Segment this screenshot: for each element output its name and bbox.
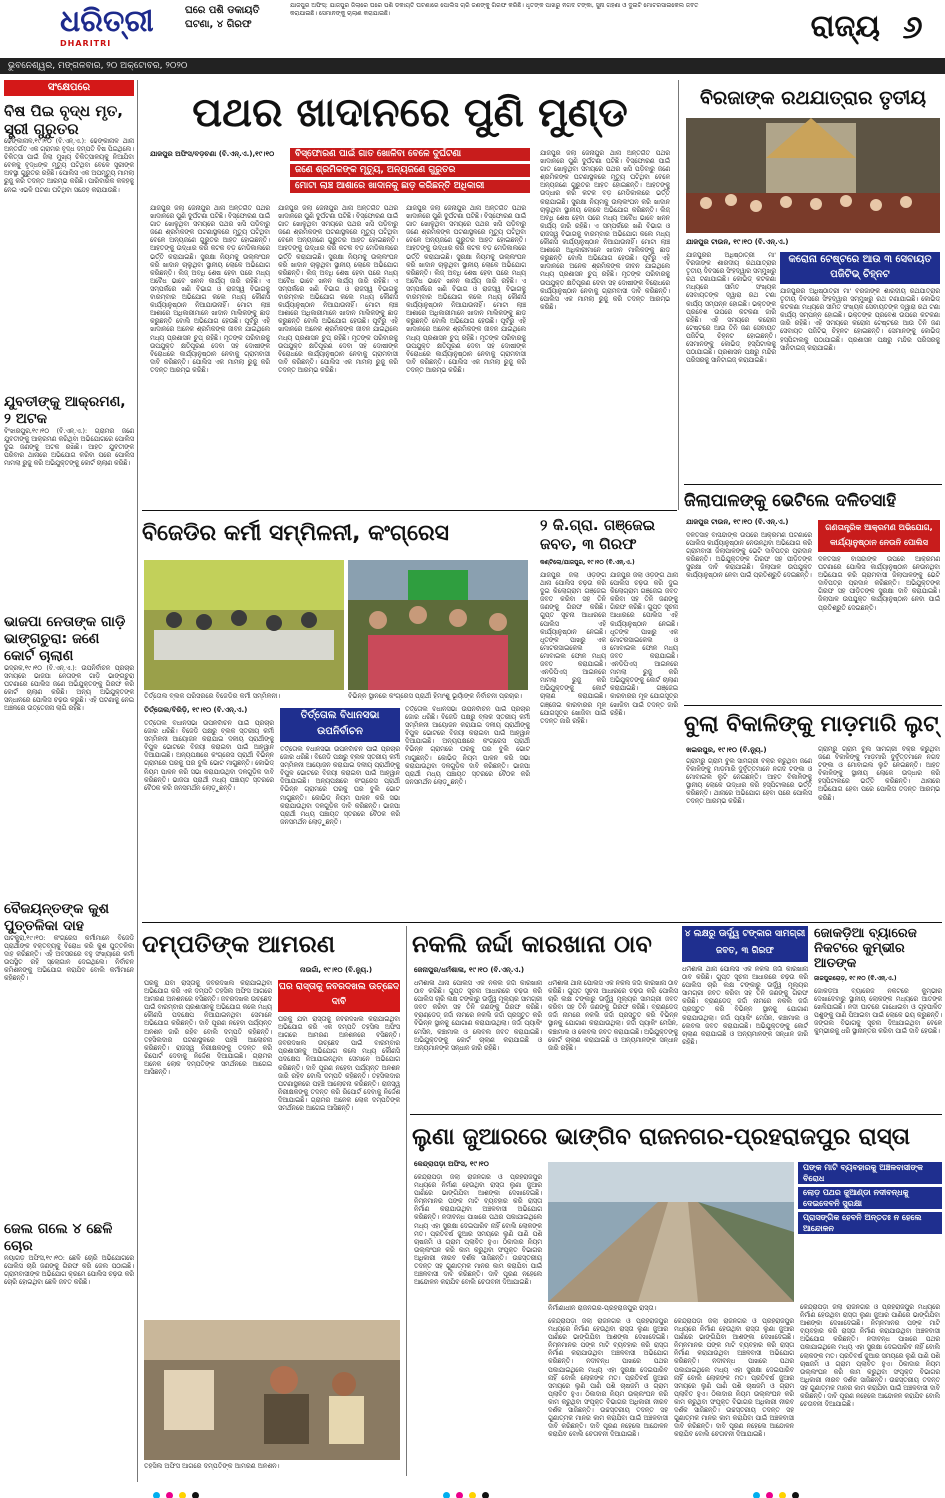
bjd-headline[interactable]: ବିଜେଡିର କର୍ମୀ ସମ୍ମିଳନୀ, କଂଗ୍ରେସ	[142, 521, 449, 546]
rasta-caption: ନିର୍ମାଣାଧୀନ ରାଜନଗର-ପ୍ରହରାଜପୁର ରାସ୍ତା।	[548, 1304, 657, 1312]
lead-byline: ଯାଜପୁର ଅଫିସ/ବଡ଼ଚଣା (ବି.ଏନ୍‌.ଏ.),୧୯।୧୦	[150, 150, 275, 158]
rasta-body-col1: କେନ୍ଦ୍ରାପଡ଼ା ଜିଲା ରାଜନଗର ଓ ପ୍ରହରାଜପୁର ମଧ୍ୟରେ ନିର୍ମାଣ ହେଉଥିବା ରାସ୍ତା ଲୁଣା ଜୁଆର ପାଣିରେ ଭାଙ୍ଗିଯିବା ଆଶଙ୍କା ଦେଖାଦେଇଛି। ନିମ୍ନମାନର ପଙ୍କ ମାଟି ବ୍ୟବହାର କରି ରାସ୍ତା ନିର୍ମାଣ କରାଯାଉଥିବା ଅଞ୍ଚଳବାସୀ ଅଭିଯୋଗ କରିଛନ୍ତି। ନଦୀବନ୍ଧ ପାଖରେ ପଥର ପକାଯାଇଥିଲେ ମଧ୍ୟ ଏହା ସୁରକ୍ଷା ଦେଇପାରିବ ନାହିଁ ବୋଲି ଲୋକଙ୍କ ମତ। ପ୍ରତିବର୍ଷ ଜୁଆର ସମୟରେ ଲୁଣି ପାଣି ପଶି ଚାଷଜମି ଓ ଗ୍ରାମ ପ୍ଲାବିତ ହୁଏ। ଠିକାଦାର ନିୟମ ଉଲ୍ଲଂଘନ କରି କାମ କରୁଥିବା ସଂପୃକ୍ତ ବିଭାଗର ଅଧିକାରୀ ନୀରବ ଦର୍ଶକ ସାଜିଛନ୍ତି। ଉଚ୍ଚସ୍ତରୀୟ ତଦନ୍ତ ସହ ଗୁଣାତ୍ମକ ମାନର କାମ କରାଯିବା ପାଇଁ ଅଞ୍ଚଳବାସୀ ଦାବି କରିଛନ୍ତି। ଦାବି ପୂରଣ ନହେଲେ ଆନ୍ଦୋଳନ କରାଯିବ ବୋଲି ଚେତାବନୀ ଦିଆଯାଇଛି।	[414, 1174, 542, 1287]
rasta-bullet-box	[798, 1162, 942, 1302]
anshan-headline[interactable]: ଦମ୍ପତିଙ୍କ ଆମରଣ	[142, 930, 336, 958]
ganja-body-col1: ଯାଜପୁର ଜିଲା ଓଡ଼ଙ୍ଗ ଥାନା ପୋଲିସ ଚଢ଼ଉ କରି ଦୁଇ କିଲୋଗ୍ରାମ ଗଞ୍ଜେଇ ଜବତ କରିବା ସହ ତିନି ଜଣଙ୍କୁ ଗିରଫ କରିଛି। ଗୁପ୍ତ ସୂଚନା ଆଧାରରେ ପୋଲିସ ଏହି କାର୍ଯ୍ୟାନୁଷ୍ଠାନ ନେଇଛି। ଧୃତଙ୍କ ପାଖରୁ ଏକ ମୋଟରସାଇକେଲ ଓ ମୋବାଇଲ ଫୋନ ମଧ୍ୟ ଜବତ କରାଯାଇଛି। ଏନଡିପିଏସ୍ ଆଇନରେ ମାମଲା ରୁଜୁ କରି ଅଭିଯୁକ୍ତଙ୍କୁ କୋର୍ଟ ଚାଲାଣ କରାଯାଇଛି। ଗଞ୍ଜେଇ କାରବାରର ମୂଳ ଯୋଗସୂତ୍ର ଖୋଜିବା ପାଇଁ ତଦନ୍ତ ଜାରି ରହିଛି।	[540, 572, 606, 725]
rasta-bullet: ପ୍ରାସଙ୍ଗିକ ହେବନି ଅନ୍ତତଃ ନ ହେଲେ ଆନ୍ଦୋଳନ	[798, 1212, 942, 1234]
magenta-dot	[766, 1492, 773, 1498]
bula-body-col2: ଗ୍ରାମରୁ ଗ୍ରାମ ବୁଲି ସାମଗ୍ରୀ ବିକ୍ରି କରୁଥିବା ଜଣେ ବିକାଳିଙ୍କୁ ମାଡ଼ମାରି ଦୁର୍ବୃତ୍ତମାନେ ନଗଦ ଟଙ୍କା ଓ ମୋବାଇଲ ଲୁଟି ନେଇଛନ୍ତି। ଆହତ ବିକାଳିଙ୍କୁ ସ୍ଥାନୀୟ ଲୋକେ ଉଦ୍ଧାର କରି ହସ୍ପିଟାଲରେ ଭର୍ତ୍ତି କରିଛନ୍ତି। ଥାନାରେ ଅଭିଯୋଗ ହେବା ପରେ ପୋଲିସ ତଦନ୍ତ ଆରମ୍ଭ କରିଛି।	[818, 746, 940, 802]
jarda-body-col1: ଧର୍ମଶାଳା ଥାନା ପୋଲିସ ଏକ ନକଲି ଜର୍ଦ୍ଦା କାରଖାନା ଠାବ କରିଛି। ଗୁପ୍ତ ସୂଚନା ଆଧାରରେ ଚଢ଼ଉ କରି ପୋଲିସ ଚାରି ଲକ୍ଷ ଟଙ୍କାରୁ ଊର୍ଦ୍ଧ୍ୱ ମୂଲ୍ୟର ସାମଗ୍ରୀ ଜବତ କରିବା ସହ ତିନି ଜଣଙ୍କୁ ଗିରଫ କରିଛି। ବ୍ରାଣ୍ଡେଡ୍ ଜର୍ଦ୍ଦା ନାମରେ ନକଲି ଜର୍ଦ୍ଦା ପ୍ରସ୍ତୁତ କରି ବିଭିନ୍ନ ସ୍ଥାନକୁ ଯୋଗାଣ କରାଯାଉଥିଲା। ଜର୍ଦ୍ଦା ପ୍ୟାକିଂ ମେସିନ, କଞ୍ଚାମାଲ ଓ ଲେବଲ ଜବତ କରାଯାଇଛି। ଅଭିଯୁକ୍ତଙ୍କୁ କୋର୍ଟ ଚାଲାଣ କରାଯାଇଛି ଓ ଅନ୍ୟମାନଙ୍କ ସନ୍ଧାନ ଜାରି ରହିଛି।	[414, 980, 542, 1052]
anshan-photo-image	[144, 1320, 400, 1460]
lead-bullet-box	[290, 148, 530, 196]
lead-body-col1: ଯାଜପୁର ଜିଲା ଜେନାପୁର ଥାନା ଅନ୍ତର୍ଗତ ପଥର ଖାଦାନରେ ପୁଣି ଦୁର୍ଘଟଣା ଘଟିଛି। ବିସ୍ଫୋରଣ ପାଇଁ ଗାତ ଖୋଳୁଥିବା ସମୟରେ ପଥର ଖସି ପଡ଼ିବାରୁ ଜଣେ ଶ୍ରମିକଙ୍କ ଘଟଣାସ୍ଥଳରେ ମୃତ୍ୟୁ ଘଟିଥିବା ବେଳେ ଅନ୍ୟଜଣେ ଗୁରୁତର ଆହତ ହୋଇଛନ୍ତି। ଆହତଙ୍କୁ ଉଦ୍ଧାର କରି କଟକ ବଡ଼ ମେଡିକାଲରେ ଭର୍ତ୍ତି କରାଯାଇଛି। ସୁରକ୍ଷା ନିୟମକୁ ଉଲ୍ଲଂଘନ କରି ଖାଦାନ ଚାଲୁଥିବା ସ୍ଥାନୀୟ ଲୋକେ ଅଭିଯୋଗ କରିଛନ୍ତି। ଲିଜ୍ ଅବଧି ଶେଷ ହେବା ପରେ ମଧ୍ୟ ଅବୈଧ ଭାବେ ଖନନ କାର୍ଯ୍ୟ ଜାରି ରହିଛି। ଏ ସମ୍ପର୍କରେ ଖଣି ବିଭାଗ ଓ ରାଜସ୍ୱ ବିଭାଗକୁ ବାରମ୍ବାର ଅଭିଯୋଗ କଲେ ମଧ୍ୟ କୌଣସି କାର୍ଯ୍ୟାନୁଷ୍ଠାନ ନିଆଯାଉନାହିଁ। ମୋଟା ଲାଞ୍ଚ ଆଶାରେ ଅଧିକାରୀମାନେ ଖାଦାନ ମାଲିକଙ୍କୁ ଛାଡ଼ କରୁଛନ୍ତି ବୋଲି ଅଭିଯୋଗ ହେଉଛି। ପୂର୍ବରୁ ଏହି ଖାଦାନରେ ଅନେକ ଶ୍ରମିକଙ୍କ ଜୀବନ ଯାଇଥିଲେ ମଧ୍ୟ ପ୍ରଶାସନ ଚୁପ୍ ରହିଛି। ମୃତଙ୍କ ପରିବାରକୁ ଉପଯୁକ୍ତ କ୍ଷତିପୂରଣ ଦେବା ସହ ଦୋଷୀଙ୍କ ବିରୋଧରେ କାର୍ଯ୍ୟାନୁଷ୍ଠାନ ନେବାକୁ ଗ୍ରାମବାସୀ ଦାବି କରିଛନ୍ତି। ପୋଲିସ ଏକ ମାମଲା ରୁଜୁ କରି ତଦନ୍ତ ଆରମ୍ଭ କରିଛି।	[150, 205, 270, 374]
anshan-photo	[144, 1320, 400, 1460]
registration-dots	[750, 1486, 802, 1498]
rasta-headline[interactable]: ଲୁଣା ଜୁଆରରେ ଭାଙ୍ଗିବ ରାଜନଗର-ପ୍ରହରାଜପୁର ରାସ୍ତା	[412, 1124, 911, 1150]
divider-line	[142, 922, 942, 923]
bjd-photo-left-image	[144, 560, 344, 690]
ganja-byline: କଣ୍ଟିଲୋ/ଯାଜପୁର, ୧୯।୧୦ (ବି.ଏନ୍‌.ଏ.)	[540, 559, 635, 566]
anshan-box-head[interactable]: ଘର ରାସ୍ତାକୁ ଜବରଦଖଲ ଉଚ୍ଛେଦ ଦାବି	[278, 980, 400, 1012]
cyan-dot	[153, 1492, 160, 1498]
bjd-body-col2: ତିର୍ତ୍ତୋଲ ବିଧାନସଭା ଉପନିର୍ବାଚନ ପାଇଁ ପ୍ରଚାର ଜୋର ଧରିଛି। ବିଜେଡି ପକ୍ଷରୁ ବ୍ଲକ ସ୍ତରୀୟ କର୍ମୀ ସମ୍ମିଳନୀ ଆୟୋଜନ କରାଯାଇ ଦଳୀୟ ପ୍ରାର୍ଥୀଙ୍କୁ ବିପୁଳ ଭୋଟରେ ବିଜୟୀ କରାଇବା ପାଇଁ ଆହ୍ୱାନ ଦିଆଯାଇଛି। ଅନ୍ୟପକ୍ଷରେ କଂଗ୍ରେସ ପ୍ରାର୍ଥୀ ବିଭିନ୍ନ ଗ୍ରାମରେ ଘରକୁ ଘର ବୁଲି ଭୋଟ ମାଗୁଛନ୍ତି। କୋଭିଡ୍ ନିୟମ ପାଳନ କରି ସଭା କରାଯାଉଥିବା ଦଳଗୁଡ଼ିକ ଦାବି କରିଛନ୍ତି। ଭାଜପା ପ୍ରାର୍ଥୀ ମଧ୍ୟ ପଞ୍ଚାୟତ ସ୍ତରରେ ବୈଠକ କରି ଜନସମର୍ଥନ ଲୋଡ଼ୁଛନ୍ତି।	[280, 746, 400, 826]
rasta-photo	[548, 1162, 794, 1302]
column-divider	[406, 926, 407, 1476]
section-title: ରାଜ୍ୟ	[810, 9, 880, 44]
brief-body: ଢେଙ୍କାନାଳ,୧୯।୧୦ (ବି.ଏନ୍‌.ଏ.): ଢେଙ୍କାନାଳ ଥାନା ଅନ୍ତର୍ଗତ ଏକ ଗ୍ରାମର ବୃଦ୍ଧ ଦମ୍ପତି ବିଷ ପିଇଥିଲେ। ଚିକିତ୍ସା ପାଇଁ ଜିଲା ମୁଖ୍ୟ ଚିକିତ୍ସାଳୟକୁ ନିଆଯିବା ବେଳକୁ ବୃଦ୍ଧଙ୍କ ମୃତ୍ୟୁ ଘଟିଥିବା ବେଳେ ସ୍ତ୍ରୀଙ୍କ ଅବସ୍ଥା ଗୁରୁତର ରହିଛି। ପୋଲିସ ଏକ ଅପମୃତ୍ୟୁ ମାମଲା ରୁଜୁ କରି ତଦନ୍ତ ଆରମ୍ଭ କରିଛି। ପାରିବାରିକ କଳହକୁ ନେଇ ଏଭଳି ଘଟଣା ଘଟିଥିବା ସନ୍ଦେହ କରାଯାଉଛି।	[4, 138, 134, 194]
kumbhira-byline: ଜାଜପୁରରୋଡ଼, ୧୯।୧୦ (ବି.ଏନ୍‌.ଏ.)	[814, 975, 897, 982]
brief-headline[interactable]: ଯୁବତୀଙ୍କୁ ଆକ୍ରମଣ, ୨ ଅଟକ	[4, 394, 126, 427]
brief-headline[interactable]: ଜେଲ ଗଲେ ୪ ଛେଳି ଚୋର	[4, 1221, 113, 1254]
jarda-headline[interactable]: ନକଲି ଜର୍ଦ୍ଦା କାରଖାନା ଠାବ	[412, 930, 652, 958]
black-dot	[792, 1492, 799, 1498]
jarda-body-col2: ଧର୍ମଶାଳା ଥାନା ପୋଲିସ ଏକ ନକଲି ଜର୍ଦ୍ଦା କାରଖାନା ଠାବ କରିଛି। ଗୁପ୍ତ ସୂଚନା ଆଧାରରେ ଚଢ଼ଉ କରି ପୋଲିସ ଚାରି ଲକ୍ଷ ଟଙ୍କାରୁ ଊର୍ଦ୍ଧ୍ୱ ମୂଲ୍ୟର ସାମଗ୍ରୀ ଜବତ କରିବା ସହ ତିନି ଜଣଙ୍କୁ ଗିରଫ କରିଛି। ବ୍ରାଣ୍ଡେଡ୍ ଜର୍ଦ୍ଦା ନାମରେ ନକଲି ଜର୍ଦ୍ଦା ପ୍ରସ୍ତୁତ କରି ବିଭିନ୍ନ ସ୍ଥାନକୁ ଯୋଗାଣ କରାଯାଉଥିଲା। ଜର୍ଦ୍ଦା ପ୍ୟାକିଂ ମେସିନ, କଞ୍ଚାମାଲ ଓ ଲେବଲ ଜବତ କରାଯାଇଛି। ଅଭିଯୁକ୍ତଙ୍କୁ କୋର୍ଟ ଚାଲାଣ କରାଯାଇଛି ଓ ଅନ୍ୟମାନଙ୍କ ସନ୍ଧାନ ଜାରି ରହିଛି।	[548, 980, 678, 1052]
rasta-photo-image	[548, 1162, 794, 1302]
magenta-dot	[166, 1492, 173, 1498]
rasta-body-col4: କେନ୍ଦ୍ରାପଡ଼ା ଜିଲା ରାଜନଗର ଓ ପ୍ରହରାଜପୁର ମଧ୍ୟରେ ନିର୍ମାଣ ହେଉଥିବା ରାସ୍ତା ଲୁଣା ଜୁଆର ପାଣିରେ ଭାଙ୍ଗିଯିବା ଆଶଙ୍କା ଦେଖାଦେଇଛି। ନିମ୍ନମାନର ପଙ୍କ ମାଟି ବ୍ୟବହାର କରି ରାସ୍ତା ନିର୍ମାଣ କରାଯାଉଥିବା ଅଞ୍ଚଳବାସୀ ଅଭିଯୋଗ କରିଛନ୍ତି। ନଦୀବନ୍ଧ ପାଖରେ ପଥର ପକାଯାଇଥିଲେ ମଧ୍ୟ ଏହା ସୁରକ୍ଷା ଦେଇପାରିବ ନାହିଁ ବୋଲି ଲୋକଙ୍କ ମତ। ପ୍ରତିବର୍ଷ ଜୁଆର ସମୟରେ ଲୁଣି ପାଣି ପଶି ଚାଷଜମି ଓ ଗ୍ରାମ ପ୍ଲାବିତ ହୁଏ। ଠିକାଦାର ନିୟମ ଉଲ୍ଲଂଘନ କରି କାମ କରୁଥିବା ସଂପୃକ୍ତ ବିଭାଗର ଅଧିକାରୀ ନୀରବ ଦର୍ଶକ ସାଜିଛନ୍ତି। ଉଚ୍ଚସ୍ତରୀୟ ତଦନ୍ତ ସହ ଗୁଣାତ୍ମକ ମାନର କାମ କରାଯିବା ପାଇଁ ଅଞ୍ଚଳବାସୀ ଦାବି କରିଛନ୍ତି। ଦାବି ପୂରଣ ନହେଲେ ଆନ୍ଦୋଳନ କରାଯିବ ବୋଲି ଚେତାବନୀ ଦିଆଯାଇଛି।	[800, 1304, 940, 1409]
registration-dots	[150, 1486, 202, 1498]
rasta-byline: କେନ୍ଦ୍ରାପଡ଼ା ଅଫିସ, ୧୯।୧୦	[414, 1160, 489, 1168]
kumbhira-body: ଜୋକଡ଼ିଆ ବ୍ୟାରେଜ ନିକଟରେ କୁମ୍ଭୀର ଦେଖାଦେବାରୁ ସ୍ଥାନୀୟ ଲୋକଙ୍କ ମଧ୍ୟରେ ଆତଙ୍କ ଖେଳିଯାଇଛି। ନଦୀ ଘାଟରେ ଗାଧୋଇବା ଓ ଗୃହପାଳିତ ପଶୁଙ୍କୁ ପାଣି ପିଆଇବା ପାଇଁ ଲୋକେ ଭୟ କରୁଛନ୍ତି। ଜଙ୍ଗଲ ବିଭାଗକୁ ସୂଚନା ଦିଆଯାଇଥିବା ବେଳେ କୁମ୍ଭୀରକୁ ଧରି ସ୍ଥାନାନ୍ତର କରିବା ପାଇଁ ଦାବି ହେଉଛି।	[814, 988, 942, 1036]
bjd-caption-right: ବିଭିନ୍ନ ସ୍ଥାନରେ କଂଗ୍ରେସ ପ୍ରାର୍ଥୀ ହିମାଂଶୁ ଭୂୟାଁଙ୍କ ନିର୍ବାଚନୀ ପ୍ରଚାର।	[348, 692, 522, 700]
rathayatra-photo	[686, 118, 940, 233]
jarda-byline: ଜେନାପୁର/ଧର୍ମଶାଳା, ୧୯।୧୦ (ବି.ଏନ୍‌.ଏ.)	[414, 966, 525, 974]
jilapal-body-col2: ଦଳିତସାହି ବାସିନ୍ଦାଙ୍କ ଉପରେ ଆକ୍ରମଣ ଘଟଣାରେ ପୋଲିସ କାର୍ଯ୍ୟାନୁଷ୍ଠାନ ନେଉନଥିବା ଅଭିଯୋଗ କରି ଗ୍ରାମବାସୀ ଜିଲାପାଳଙ୍କୁ ଭେଟି ଦାବିପତ୍ର ପ୍ରଦାନ କରିଛନ୍ତି। ଅଭିଯୁକ୍ତଙ୍କ ଗିରଫ ସହ ପୀଡ଼ିତଙ୍କ ସୁରକ୍ଷା ଦାବି କରାଯାଇଛି। ଜିଲାପାଳ ଉପଯୁକ୍ତ କାର୍ଯ୍ୟାନୁଷ୍ଠାନ ନେବା ପାଇଁ ପ୍ରତିଶ୍ରୁତି ଦେଇଛନ୍ତି।	[818, 556, 940, 612]
yellow-dot	[179, 1492, 186, 1498]
brief-column	[4, 80, 134, 1482]
flash-headline[interactable]: ଘରେ ପଶି ଡକାୟତି ଘଟଣା, ୪ ଗିରଫ	[185, 5, 260, 30]
black-dot	[482, 1492, 489, 1498]
bula-body-col1: ଗ୍ରାମରୁ ଗ୍ରାମ ବୁଲି ସାମଗ୍ରୀ ବିକ୍ରି କରୁଥିବା ଜଣେ ବିକାଳିଙ୍କୁ ମାଡ଼ମାରି ଦୁର୍ବୃତ୍ତମାନେ ନଗଦ ଟଙ୍କା ଓ ମୋବାଇଲ ଲୁଟି ନେଇଛନ୍ତି। ଆହତ ବିକାଳିଙ୍କୁ ସ୍ଥାନୀୟ ଲୋକେ ଉଦ୍ଧାର କରି ହସ୍ପିଟାଲରେ ଭର୍ତ୍ତି କରିଛନ୍ତି। ଥାନାରେ ଅଭିଯୋଗ ହେବା ପରେ ପୋଲିସ ତଦନ୍ତ ଆରମ୍ଭ କରିଛି।	[686, 758, 812, 806]
bula-headline[interactable]: ବୁଲା ବିକାଳିଙ୍କୁ ମାଡ଼ମାରି ଲୁଟ୍	[684, 712, 939, 737]
flash-text: ଯାଜପୁର ଅଫିସ୍‌: ଯାଜପୁର ଜିଲାରେ ଘରେ ପଶି ଡକାୟତି ଘଟଣାରେ ପୋଲିସ ଚାରି ଜଣଙ୍କୁ ଗିରଫ କରିଛି। ଧୃତଙ୍କ ପାଖରୁ ନଗଦ ଟଙ୍କା, ସୁନା ଗହଣା ଓ ଦୁଇଟି ମୋଟରସାଇକେଲ ଜବତ କରାଯାଇଛି। ସେମାନଙ୍କୁ ଚାଲାଣ କରାଯାଇଛି।	[290, 2, 699, 17]
black-dot	[192, 1492, 199, 1498]
rasta-body-col2: କେନ୍ଦ୍ରାପଡ଼ା ଜିଲା ରାଜନଗର ଓ ପ୍ରହରାଜପୁର ମଧ୍ୟରେ ନିର୍ମାଣ ହେଉଥିବା ରାସ୍ତା ଲୁଣା ଜୁଆର ପାଣିରେ ଭାଙ୍ଗିଯିବା ଆଶଙ୍କା ଦେଖାଦେଇଛି। ନିମ୍ନମାନର ପଙ୍କ ମାଟି ବ୍ୟବହାର କରି ରାସ୍ତା ନିର୍ମାଣ କରାଯାଉଥିବା ଅଞ୍ଚଳବାସୀ ଅଭିଯୋଗ କରିଛନ୍ତି। ନଦୀବନ୍ଧ ପାଖରେ ପଥର ପକାଯାଇଥିଲେ ମଧ୍ୟ ଏହା ସୁରକ୍ଷା ଦେଇପାରିବ ନାହିଁ ବୋଲି ଲୋକଙ୍କ ମତ। ପ୍ରତିବର୍ଷ ଜୁଆର ସମୟରେ ଲୁଣି ପାଣି ପଶି ଚାଷଜମି ଓ ଗ୍ରାମ ପ୍ଲାବିତ ହୁଏ। ଠିକାଦାର ନିୟମ ଉଲ୍ଲଂଘନ କରି କାମ କରୁଥିବା ସଂପୃକ୍ତ ବିଭାଗର ଅଧିକାରୀ ନୀରବ ଦର୍ଶକ ସାଜିଛନ୍ତି। ଉଚ୍ଚସ୍ତରୀୟ ତଦନ୍ତ ସହ ଗୁଣାତ୍ମକ ମାନର କାମ କରାଯିବା ପାଇଁ ଅଞ୍ଚଳବାସୀ ଦାବି କରିଛନ୍ତି। ଦାବି ପୂରଣ ନହେଲେ ଆନ୍ଦୋଳନ କରାଯିବ ବୋଲି ଚେତାବନୀ ଦିଆଯାଇଛି।	[548, 1318, 668, 1439]
rathayatra-body-col1: ଯାଜପୁରର ଅଧିଷ୍ଠାତ୍ରୀ ମା' ବିରଜାଙ୍କ ଶାରଦୀୟ ରଥଯାତ୍ରାର ତୃତୀୟ ଦିବସରେ ସିଂହଦ୍ୱାର ସମ୍ମୁଖରୁ ରଥ ଟଣାଯାଇଛି। କୋଭିଡ୍ କଟକଣା ମଧ୍ୟରେ ସୀମିତ ସଂଖ୍ୟକ ସେବାୟତଙ୍କ ଦ୍ୱାରା ରଥ ଟଣା କାର୍ଯ୍ୟ ସମ୍ପନ୍ନ ହୋଇଛି। ଭକ୍ତଙ୍କ ପ୍ରବେଶ ଉପରେ କଟକଣା ଜାରି ରହିଛି। ଏହି ସମୟରେ କରୋନା ଟେଷ୍ଟରେ ଆଉ ତିନି ଜଣ ସେବାୟତ ପଜିଟିଭ୍ ଚିହ୍ନଟ ହୋଇଛନ୍ତି। ସେମାନଙ୍କୁ କୋଭିଡ୍ ହସ୍ପିଟାଲକୁ ପଠାଯାଇଛି। ପ୍ରଶାସନ ପକ୍ଷରୁ ମନ୍ଦିର ପରିସରକୁ ସାନିଟାଇଜ୍ କରାଯାଇଛି।	[686, 252, 776, 365]
lead-bullet: ଜଣେ ଶ୍ରମିକଙ୍କ ମୃତ୍ୟୁ, ଅନ୍ୟଜଣେ ଗୁରୁତର	[290, 164, 530, 177]
lead-body-col2: ଯାଜପୁର ଜିଲା ଜେନାପୁର ଥାନା ଅନ୍ତର୍ଗତ ପଥର ଖାଦାନରେ ପୁଣି ଦୁର୍ଘଟଣା ଘଟିଛି। ବିସ୍ଫୋରଣ ପାଇଁ ଗାତ ଖୋଳୁଥିବା ସମୟରେ ପଥର ଖସି ପଡ଼ିବାରୁ ଜଣେ ଶ୍ରମିକଙ୍କ ଘଟଣାସ୍ଥଳରେ ମୃତ୍ୟୁ ଘଟିଥିବା ବେଳେ ଅନ୍ୟଜଣେ ଗୁରୁତର ଆହତ ହୋଇଛନ୍ତି। ଆହତଙ୍କୁ ଉଦ୍ଧାର କରି କଟକ ବଡ଼ ମେଡିକାଲରେ ଭର୍ତ୍ତି କରାଯାଇଛି। ସୁରକ୍ଷା ନିୟମକୁ ଉଲ୍ଲଂଘନ କରି ଖାଦାନ ଚାଲୁଥିବା ସ୍ଥାନୀୟ ଲୋକେ ଅଭିଯୋଗ କରିଛନ୍ତି। ଲିଜ୍ ଅବଧି ଶେଷ ହେବା ପରେ ମଧ୍ୟ ଅବୈଧ ଭାବେ ଖନନ କାର୍ଯ୍ୟ ଜାରି ରହିଛି। ଏ ସମ୍ପର୍କରେ ଖଣି ବିଭାଗ ଓ ରାଜସ୍ୱ ବିଭାଗକୁ ବାରମ୍ବାର ଅଭିଯୋଗ କଲେ ମଧ୍ୟ କୌଣସି କାର୍ଯ୍ୟାନୁଷ୍ଠାନ ନିଆଯାଉନାହିଁ। ମୋଟା ଲାଞ୍ଚ ଆଶାରେ ଅଧିକାରୀମାନେ ଖାଦାନ ମାଲିକଙ୍କୁ ଛାଡ଼ କରୁଛନ୍ତି ବୋଲି ଅଭିଯୋଗ ହେଉଛି। ପୂର୍ବରୁ ଏହି ଖାଦାନରେ ଅନେକ ଶ୍ରମିକଙ୍କ ଜୀବନ ଯାଇଥିଲେ ମଧ୍ୟ ପ୍ରଶାସନ ଚୁପ୍ ରହିଛି। ମୃତଙ୍କ ପରିବାରକୁ ଉପଯୁକ୍ତ କ୍ଷତିପୂରଣ ଦେବା ସହ ଦୋଷୀଙ୍କ ବିରୋଧରେ କାର୍ଯ୍ୟାନୁଷ୍ଠାନ ନେବାକୁ ଗ୍ରାମବାସୀ ଦାବି କରିଛନ୍ତି। ପୋଲିସ ଏକ ମାମଲା ରୁଜୁ କରି ତଦନ୍ତ ଆରମ୍ଭ କରିଛି।	[278, 205, 398, 374]
dateline: ଭୁବନେଶ୍ୱର, ମଙ୍ଗଳବାର, ୨୦ ଅକ୍ଟୋବର, ୨୦୨୦	[0, 58, 945, 74]
anshan-caption: ତହସିଲ ଅଫିସ ଆଗରେ ଦମ୍ପତିଙ୍କ ଆମରଣ ଅନଶନ।	[144, 1462, 280, 1470]
bula-byline: ଖଇରପୁର, ୧୯।୧୦ (ବି.ନ୍ୟୁ.)	[686, 746, 767, 754]
brief-tag: ସଂକ୍ଷେପରେ	[4, 80, 134, 96]
bjd-photo-left	[144, 560, 344, 690]
jilapal-headline[interactable]: ଜିଲାପାଳଙ୍କୁ ଭେଟିଲେ ଦଳିତସାହି	[684, 491, 897, 511]
jilapal-box-head[interactable]: ଗଣତାନ୍ତ୍ରିକ ଆକ୍ରମଣ ଅଭିଯୋଗ, କାର୍ଯ୍ୟାନୁଷ୍ଠାନ ନେଉନି ପୋଲିସ	[818, 520, 940, 552]
rathayatra-body-col2: ଯାଜପୁରର ଅଧିଷ୍ଠାତ୍ରୀ ମା' ବିରଜାଙ୍କ ଶାରଦୀୟ ରଥଯାତ୍ରାର ତୃତୀୟ ଦିବସରେ ସିଂହଦ୍ୱାର ସମ୍ମୁଖରୁ ରଥ ଟଣାଯାଇଛି। କୋଭିଡ୍ କଟକଣା ମଧ୍ୟରେ ସୀମିତ ସଂଖ୍ୟକ ସେବାୟତଙ୍କ ଦ୍ୱାରା ରଥ ଟଣା କାର୍ଯ୍ୟ ସମ୍ପନ୍ନ ହୋଇଛି। ଭକ୍ତଙ୍କ ପ୍ରବେଶ ଉପରେ କଟକଣା ଜାରି ରହିଛି। ଏହି ସମୟରେ କରୋନା ଟେଷ୍ଟରେ ଆଉ ତିନି ଜଣ ସେବାୟତ ପଜିଟିଭ୍ ଚିହ୍ନଟ ହୋଇଛନ୍ତି। ସେମାନଙ୍କୁ କୋଭିଡ୍ ହସ୍ପିଟାଲକୁ ପଠାଯାଇଛି। ପ୍ରଶାସନ ପକ୍ଷରୁ ମନ୍ଦିର ପରିସରକୁ ସାନିଟାଇଜ୍ କରାଯାଇଛି।	[780, 288, 940, 352]
bjd-box-head[interactable]: ତିର୍ତ୍ତୋଲ ବିଧାନସଭା ଉପନିର୍ବାଚନ	[280, 708, 400, 742]
column-divider	[137, 80, 138, 1482]
rathayatra-box-head[interactable]: କରୋନା ଟେଷ୍ଟରେ ଆଉ ୩ ସେବାୟତ ପଜିଟିଭ୍ ଚିହ୍ନଟ	[780, 252, 940, 284]
bjd-caption-left: ତିର୍ତ୍ତୋଲ ବ୍ଲକ ପରିସରରେ ବିଜେଡିର କର୍ମୀ ସମ୍ମିଳନୀ।	[144, 692, 281, 700]
magenta-dot	[456, 1492, 463, 1498]
bjd-byline: ତିର୍ତ୍ତୋଲ/ବିରିଡ଼ି, ୧୯।୧୦ (ବି.ଏନ୍‌.ଏ.)	[144, 706, 248, 714]
kumbhira-headline[interactable]: ଜୋକଡ଼ିଆ ବ୍ୟାରେଜ ନିକଟରେ କୁମ୍ଭୀର ଆତଙ୍କ	[814, 926, 917, 971]
rathayatra-byline: ଯାଜପୁର ଟାଉନ, ୧୯।୧୦ (ବି.ଏନ୍‌.ଏ.)	[686, 238, 789, 246]
brief-body: ଭଦ୍ରକ,୧୯।୧୦ (ବି.ଏନ୍‌.ଏ.): ଉପନିର୍ବାଚନ ପ୍ରଚାର ସମୟରେ ଭାଜପା ନେତାଙ୍କ ଗାଡ଼ି ଭାଙ୍ଗଚୁରା ଘଟଣାରେ ପୋଲିସ ଜଣେ ଅଭିଯୁକ୍ତଙ୍କୁ ଗିରଫ କରି କୋର୍ଟ ଚାଲାଣ କରିଛି। ଅନ୍ୟ ଅଭିଯୁକ୍ତଙ୍କ ସନ୍ଧାନରେ ପୋଲିସ ଚଢ଼ଉ କରୁଛି। ଏହି ଘଟଣାକୁ ନେଇ ଅଞ୍ଚଳରେ ଉତ୍ତେଜନା ଲାଗି ରହିଛି।	[4, 665, 134, 713]
ganja-headline[interactable]: ୨ କି.ଗ୍ରା. ଗଞ୍ଜେଇ ଜବତ, ୩ ଗିରଫ	[540, 516, 656, 553]
lead-body-col3: ଯାଜପୁର ଜିଲା ଜେନାପୁର ଥାନା ଅନ୍ତର୍ଗତ ପଥର ଖାଦାନରେ ପୁଣି ଦୁର୍ଘଟଣା ଘଟିଛି। ବିସ୍ଫୋରଣ ପାଇଁ ଗାତ ଖୋଳୁଥିବା ସମୟରେ ପଥର ଖସି ପଡ଼ିବାରୁ ଜଣେ ଶ୍ରମିକଙ୍କ ଘଟଣାସ୍ଥଳରେ ମୃତ୍ୟୁ ଘଟିଥିବା ବେଳେ ଅନ୍ୟଜଣେ ଗୁରୁତର ଆହତ ହୋଇଛନ୍ତି। ଆହତଙ୍କୁ ଉଦ୍ଧାର କରି କଟକ ବଡ଼ ମେଡିକାଲରେ ଭର୍ତ୍ତି କରାଯାଇଛି। ସୁରକ୍ଷା ନିୟମକୁ ଉଲ୍ଲଂଘନ କରି ଖାଦାନ ଚାଲୁଥିବା ସ୍ଥାନୀୟ ଲୋକେ ଅଭିଯୋଗ କରିଛନ୍ତି। ଲିଜ୍ ଅବଧି ଶେଷ ହେବା ପରେ ମଧ୍ୟ ଅବୈଧ ଭାବେ ଖନନ କାର୍ଯ୍ୟ ଜାରି ରହିଛି। ଏ ସମ୍ପର୍କରେ ଖଣି ବିଭାଗ ଓ ରାଜସ୍ୱ ବିଭାଗକୁ ବାରମ୍ବାର ଅଭିଯୋଗ କଲେ ମଧ୍ୟ କୌଣସି କାର୍ଯ୍ୟାନୁଷ୍ଠାନ ନିଆଯାଉନାହିଁ। ମୋଟା ଲାଞ୍ଚ ଆଶାରେ ଅଧିକାରୀମାନେ ଖାଦାନ ମାଲିକଙ୍କୁ ଛାଡ଼ କରୁଛନ୍ତି ବୋଲି ଅଭିଯୋଗ ହେଉଛି। ପୂର୍ବରୁ ଏହି ଖାଦାନରେ ଅନେକ ଶ୍ରମିକଙ୍କ ଜୀବନ ଯାଇଥିଲେ ମଧ୍ୟ ପ୍ରଶାସନ ଚୁପ୍ ରହିଛି। ମୃତଙ୍କ ପରିବାରକୁ ଉପଯୁକ୍ତ କ୍ଷତିପୂରଣ ଦେବା ସହ ଦୋଷୀଙ୍କ ବିରୋଧରେ କାର୍ଯ୍ୟାନୁଷ୍ଠାନ ନେବାକୁ ଗ୍ରାମବାସୀ ଦାବି କରିଛନ୍ତି। ପୋଲିସ ଏକ ମାମଲା ରୁଜୁ କରି ତଦନ୍ତ ଆରମ୍ଭ କରିଛି।	[406, 205, 526, 374]
page-number: ୬	[902, 8, 923, 46]
rathayatra-headline[interactable]: ବିରଜାଙ୍କ ରଥଯାତ୍ରାର ତୃତୀୟ	[699, 87, 927, 109]
jilapal-body-col1: ଦଳିତସାହି ବାସିନ୍ଦାଙ୍କ ଉପରେ ଆକ୍ରମଣ ଘଟଣାରେ ପୋଲିସ କାର୍ଯ୍ୟାନୁଷ୍ଠାନ ନେଉନଥିବା ଅଭିଯୋଗ କରି ଗ୍ରାମବାସୀ ଜିଲାପାଳଙ୍କୁ ଭେଟି ଦାବିପତ୍ର ପ୍ରଦାନ କରିଛନ୍ତି। ଅଭିଯୁକ୍ତଙ୍କ ଗିରଫ ସହ ପୀଡ଼ିତଙ୍କ ସୁରକ୍ଷା ଦାବି କରାଯାଇଛି। ଜିଲାପାଳ ଉପଯୁକ୍ତ କାର୍ଯ୍ୟାନୁଷ୍ଠାନ ନେବା ପାଇଁ ପ୍ରତିଶ୍ରୁତି ଦେଇଛନ୍ତି।	[686, 532, 812, 580]
brief-headline[interactable]: ବିଷ ପିଇ ବୃଦ୍ଧ ମୃତ, ସ୍ତ୍ରୀ ଗୁରୁତର	[4, 102, 123, 138]
anshan-body-col2: ଘରକୁ ଯିବା ରାସ୍ତାକୁ ଜବରଦଖଲ କରାଯାଇଥିବା ଅଭିଯୋଗ କରି ଏକ ଦମ୍ପତି ତହସିଲ ଅଫିସ ଆଗରେ ଆମରଣ ଅନଶନରେ ବସିଛନ୍ତି। ଜବରଦଖଲ ଉଚ୍ଛେଦ ପାଇଁ ବାରମ୍ବାର ପ୍ରଶାସନକୁ ଅଭିଯୋଗ କଲେ ମଧ୍ୟ କୌଣସି ପଦକ୍ଷେପ ନିଆଯାଇନଥିବା ସେମାନେ ଅଭିଯୋଗ କରିଛନ୍ତି। ଦାବି ପୂରଣ ନହେବା ପର୍ଯ୍ୟନ୍ତ ଅନଶନ ଜାରି ରହିବ ବୋଲି ଦମ୍ପତି କହିଛନ୍ତି। ତହସିଲଦାର ଘଟଣାସ୍ଥଳରେ ପହଞ୍ଚି ଆଲୋଚନା କରିଛନ୍ତି। ରାଜସ୍ୱ ନିରୀକ୍ଷକଙ୍କୁ ତଦନ୍ତ କରି ରିପୋର୍ଟ ଦେବାକୁ ନିର୍ଦ୍ଦେଶ ଦିଆଯାଇଛି। ଗ୍ରାମର ଅନେକ ଲୋକ ଦମ୍ପତିଙ୍କ ସମର୍ଥନରେ ଆଗେଇ ଆସିଛନ୍ତି।	[278, 1016, 400, 1113]
brief-body: ବିଂଝାରପୁର,୧୯।୧୦ (ବି.ଏନ୍‌.ଏ.): ଗ୍ରାମର ଜଣେ ଯୁବତୀଙ୍କୁ ଆକ୍ରମଣ କରିଥିବା ଅଭିଯୋଗରେ ପୋଲିସ ଦୁଇ ଜଣଙ୍କୁ ଅଟକ ରଖିଛି। ଆହତ ଯୁବତୀଙ୍କ ପରିବାର ଥାନାରେ ଅଭିଯୋଗ କରିବା ପରେ ପୋଲିସ ମାମଲା ରୁଜୁ କରି ଅଭିଯୁକ୍ତଙ୍କୁ କୋର୍ଟ ଚାଲାଣ କରିଛି।	[4, 428, 134, 468]
brief-body: ପାଟକୁରା,୧୯।୧୦: କଂଗ୍ରେସ କର୍ମୀମାନେ ବିଜେଡି ପ୍ରାର୍ଥୀଙ୍କ ବକ୍ତବ୍ୟକୁ ବିରୋଧ କରି କୁଶ ପୁତ୍ତଳିକା ଦାହ କରିଛନ୍ତି। ଏହି ଅବସରରେ ବହୁ ସଂଖ୍ୟାରେ କର୍ମୀ ଉପସ୍ଥିତ ରହି ସ୍ଲୋଗାନ ଦେଇଥିଲେ। ନିର୍ବାଚନ କମିଶନଙ୍କୁ ଅଭିଯୋଗ କରାଯିବ ବୋଲି କର୍ମୀମାନେ କହିଛନ୍ତି।	[4, 935, 134, 983]
newspaper-logo	[60, 4, 160, 46]
jarda-box-head[interactable]: ୪ ଲକ୍ଷରୁ ଊର୍ଦ୍ଧ୍ୱ ଟଙ୍କାର ସାମଗ୍ରୀ ଜବତ, ୩ ଗିରଫ	[682, 926, 808, 962]
cyan-dot	[443, 1492, 450, 1498]
lead-bullet: ବିସ୍ଫୋରଣ ପାଇଁ ଗାତ ଖୋଳିବା ବେଳେ ଦୁର୍ଘଟଣା	[290, 148, 530, 161]
rasta-bullet: ପଙ୍କ ମାଟି ବ୍ୟବହାରକୁ ଅଞ୍ଚଳବାସୀଙ୍କ ବିରୋଧ	[798, 1162, 942, 1184]
lead-bullet: ମୋଟା ଲାଞ୍ଚ ଆଶାରେ ଖାଦାନକୁ ଛାଡ଼ କରିଛନ୍ତି ଅଧିକାରୀ	[290, 180, 530, 193]
registration-dots	[440, 1486, 492, 1498]
cyan-dot	[753, 1492, 760, 1498]
brief-headline[interactable]: ବୈଜୟନ୍ତଙ୍କ କୁଶ ପୁତ୍ତଳିକା ଦାହ	[4, 901, 109, 934]
brief-body: ନୟାଗଡ଼ ଅଫିସ,୧୯।୧୦: ଛେଳି ଚୋରି ଅଭିଯୋଗରେ ପୋଲିସ ଚାରି ଜଣଙ୍କୁ ଗିରଫ କରି ଜେଲ ପଠାଇଛି। ଗ୍ରାମବାସୀଙ୍କ ଅଭିଯୋଗ କ୍ରମେ ପୋଲିସ ଚଢ଼ଉ କରି ଚୋରି ହୋଇଥିବା ଛେଳି ଜବତ କରିଛି।	[4, 1255, 134, 1287]
lead-body-col4: ଯାଜପୁର ଜିଲା ଜେନାପୁର ଥାନା ଅନ୍ତର୍ଗତ ପଥର ଖାଦାନରେ ପୁଣି ଦୁର୍ଘଟଣା ଘଟିଛି। ବିସ୍ଫୋରଣ ପାଇଁ ଗାତ ଖୋଳୁଥିବା ସମୟରେ ପଥର ଖସି ପଡ଼ିବାରୁ ଜଣେ ଶ୍ରମିକଙ୍କ ଘଟଣାସ୍ଥଳରେ ମୃତ୍ୟୁ ଘଟିଥିବା ବେଳେ ଅନ୍ୟଜଣେ ଗୁରୁତର ଆହତ ହୋଇଛନ୍ତି। ଆହତଙ୍କୁ ଉଦ୍ଧାର କରି କଟକ ବଡ଼ ମେଡିକାଲରେ ଭର୍ତ୍ତି କରାଯାଇଛି। ସୁରକ୍ଷା ନିୟମକୁ ଉଲ୍ଲଂଘନ କରି ଖାଦାନ ଚାଲୁଥିବା ସ୍ଥାନୀୟ ଲୋକେ ଅଭିଯୋଗ କରିଛନ୍ତି। ଲିଜ୍ ଅବଧି ଶେଷ ହେବା ପରେ ମଧ୍ୟ ଅବୈଧ ଭାବେ ଖନନ କାର୍ଯ୍ୟ ଜାରି ରହିଛି। ଏ ସମ୍ପର୍କରେ ଖଣି ବିଭାଗ ଓ ରାଜସ୍ୱ ବିଭାଗକୁ ବାରମ୍ବାର ଅଭିଯୋଗ କଲେ ମଧ୍ୟ କୌଣସି କାର୍ଯ୍ୟାନୁଷ୍ଠାନ ନିଆଯାଉନାହିଁ। ମୋଟା ଲାଞ୍ଚ ଆଶାରେ ଅଧିକାରୀମାନେ ଖାଦାନ ମାଲିକଙ୍କୁ ଛାଡ଼ କରୁଛନ୍ତି ବୋଲି ଅଭିଯୋଗ ହେଉଛି। ପୂର୍ବରୁ ଏହି ଖାଦାନରେ ଅନେକ ଶ୍ରମିକଙ୍କ ଜୀବନ ଯାଇଥିଲେ ମଧ୍ୟ ପ୍ରଶାସନ ଚୁପ୍ ରହିଛି। ମୃତଙ୍କ ପରିବାରକୁ ଉପଯୁକ୍ତ କ୍ଷତିପୂରଣ ଦେବା ସହ ଦୋଷୀଙ୍କ ବିରୋଧରେ କାର୍ଯ୍ୟାନୁଷ୍ଠାନ ନେବାକୁ ଗ୍ରାମବାସୀ ଦାବି କରିଛନ୍ତି। ପୋଲିସ ଏକ ମାମଲା ରୁଜୁ କରି ତଦନ୍ତ ଆରମ୍ଭ କରିଛି।	[540, 150, 670, 311]
rathayatra-photo-image	[686, 118, 940, 233]
yellow-dot	[779, 1492, 786, 1498]
bjd-body-col3: ତିର୍ତ୍ତୋଲ ବିଧାନସଭା ଉପନିର୍ବାଚନ ପାଇଁ ପ୍ରଚାର ଜୋର ଧରିଛି। ବିଜେଡି ପକ୍ଷରୁ ବ୍ଲକ ସ୍ତରୀୟ କର୍ମୀ ସମ୍ମିଳନୀ ଆୟୋଜନ କରାଯାଇ ଦଳୀୟ ପ୍ରାର୍ଥୀଙ୍କୁ ବିପୁଳ ଭୋଟରେ ବିଜୟୀ କରାଇବା ପାଇଁ ଆହ୍ୱାନ ଦିଆଯାଇଛି। ଅନ୍ୟପକ୍ଷରେ କଂଗ୍ରେସ ପ୍ରାର୍ଥୀ ବିଭିନ୍ନ ଗ୍ରାମରେ ଘରକୁ ଘର ବୁଲି ଭୋଟ ମାଗୁଛନ୍ତି। କୋଭିଡ୍ ନିୟମ ପାଳନ କରି ସଭା କରାଯାଉଥିବା ଦଳଗୁଡ଼ିକ ଦାବି କରିଛନ୍ତି। ଭାଜପା ପ୍ରାର୍ଥୀ ମଧ୍ୟ ପଞ୍ଚାୟତ ସ୍ତରରେ ବୈଠକ କରି ଜନସମର୍ଥନ ଲୋଡ଼ୁଛନ୍ତି।	[405, 706, 530, 786]
divider-line	[410, 1114, 942, 1115]
logo-text: ଧରିତ୍ରୀ	[60, 4, 154, 39]
divider-line	[142, 510, 677, 511]
bjd-photo-right	[348, 560, 528, 690]
divider-line	[684, 705, 942, 706]
brief-headline[interactable]: ଭାଜପା ନେତାଙ୍କ ଗାଡ଼ି ଭାଙ୍ଗଚୁରା: ଜଣେ କୋର୍ଟ ଚାଲାଣ	[4, 614, 126, 664]
jarda-body-col3: ଧର୍ମଶାଳା ଥାନା ପୋଲିସ ଏକ ନକଲି ଜର୍ଦ୍ଦା କାରଖାନା ଠାବ କରିଛି। ଗୁପ୍ତ ସୂଚନା ଆଧାରରେ ଚଢ଼ଉ କରି ପୋଲିସ ଚାରି ଲକ୍ଷ ଟଙ୍କାରୁ ଊର୍ଦ୍ଧ୍ୱ ମୂଲ୍ୟର ସାମଗ୍ରୀ ଜବତ କରିବା ସହ ତିନି ଜଣଙ୍କୁ ଗିରଫ କରିଛି। ବ୍ରାଣ୍ଡେଡ୍ ଜର୍ଦ୍ଦା ନାମରେ ନକଲି ଜର୍ଦ୍ଦା ପ୍ରସ୍ତୁତ କରି ବିଭିନ୍ନ ସ୍ଥାନକୁ ଯୋଗାଣ କରାଯାଉଥିଲା। ଜର୍ଦ୍ଦା ପ୍ୟାକିଂ ମେସିନ, କଞ୍ଚାମାଲ ଓ ଲେବଲ ଜବତ କରାଯାଇଛି। ଅଭିଯୁକ୍ତଙ୍କୁ କୋର୍ଟ ଚାଲାଣ କରାଯାଇଛି ଓ ଅନ୍ୟମାନଙ୍କ ସନ୍ଧାନ ଜାରି ରହିଛି।	[682, 966, 808, 1046]
print-registration-marks	[0, 1486, 945, 1498]
ganja-body-col2: ଯାଜପୁର ଜିଲା ଓଡ଼ଙ୍ଗ ଥାନା ପୋଲିସ ଚଢ଼ଉ କରି ଦୁଇ କିଲୋଗ୍ରାମ ଗଞ୍ଜେଇ ଜବତ କରିବା ସହ ତିନି ଜଣଙ୍କୁ ଗିରଫ କରିଛି। ଗୁପ୍ତ ସୂଚନା ଆଧାରରେ ପୋଲିସ ଏହି କାର୍ଯ୍ୟାନୁଷ୍ଠାନ ନେଇଛି। ଧୃତଙ୍କ ପାଖରୁ ଏକ ମୋଟରସାଇକେଲ ଓ ମୋବାଇଲ ଫୋନ ମଧ୍ୟ ଜବତ କରାଯାଇଛି। ଏନଡିପିଏସ୍ ଆଇନରେ ମାମଲା ରୁଜୁ କରି ଅଭିଯୁକ୍ତଙ୍କୁ କୋର୍ଟ ଚାଲାଣ କରାଯାଇଛି। ଗଞ୍ଜେଇ କାରବାରର ମୂଳ ଯୋଗସୂତ୍ର ଖୋଜିବା ପାଇଁ ତଦନ୍ତ ଜାରି ରହିଛି।	[610, 572, 678, 717]
anshan-body-col1: ଘରକୁ ଯିବା ରାସ୍ତାକୁ ଜବରଦଖଲ କରାଯାଇଥିବା ଅଭିଯୋଗ କରି ଏକ ଦମ୍ପତି ତହସିଲ ଅଫିସ ଆଗରେ ଆମରଣ ଅନଶନରେ ବସିଛନ୍ତି। ଜବରଦଖଲ ଉଚ୍ଛେଦ ପାଇଁ ବାରମ୍ବାର ପ୍ରଶାସନକୁ ଅଭିଯୋଗ କଲେ ମଧ୍ୟ କୌଣସି ପଦକ୍ଷେପ ନିଆଯାଇନଥିବା ସେମାନେ ଅଭିଯୋଗ କରିଛନ୍ତି। ଦାବି ପୂରଣ ନହେବା ପର୍ଯ୍ୟନ୍ତ ଅନଶନ ଜାରି ରହିବ ବୋଲି ଦମ୍ପତି କହିଛନ୍ତି। ତହସିଲଦାର ଘଟଣାସ୍ଥଳରେ ପହଞ୍ଚି ଆଲୋଚନା କରିଛନ୍ତି। ରାଜସ୍ୱ ନିରୀକ୍ଷକଙ୍କୁ ତଦନ୍ତ କରି ରିପୋର୍ଟ ଦେବାକୁ ନିର୍ଦ୍ଦେଶ ଦିଆଯାଇଛି। ଗ୍ରାମର ଅନେକ ଲୋକ ଦମ୍ପତିଙ୍କ ସମର୍ଥନରେ ଆଗେଇ ଆସିଛନ୍ତି।	[144, 980, 272, 1077]
bjd-photo-right-image	[348, 560, 528, 690]
jilapal-byline: ଯାଜପୁର ଟାଉନ, ୧୯।୧୦ (ବି.ଏନ୍‌.ଏ.)	[686, 518, 789, 526]
rasta-bullet: ଲୋଡ଼ ପଥର ଜୁଆଣ୍ଡା ନଦୀବନ୍ଧକୁ ଦେଇଦେବନି ସୁରକ୍ଷା	[798, 1187, 942, 1209]
divider-line	[684, 484, 942, 485]
column-divider	[678, 80, 679, 510]
lead-headline[interactable]: ପଥର ଖାଦାନରେ ପୁଣି ମୁଣ୍ଡ	[192, 90, 628, 136]
bjd-body-col1: ତିର୍ତ୍ତୋଲ ବିଧାନସଭା ଉପନିର୍ବାଚନ ପାଇଁ ପ୍ରଚାର ଜୋର ଧରିଛି। ବିଜେଡି ପକ୍ଷରୁ ବ୍ଲକ ସ୍ତରୀୟ କର୍ମୀ ସମ୍ମିଳନୀ ଆୟୋଜନ କରାଯାଇ ଦଳୀୟ ପ୍ରାର୍ଥୀଙ୍କୁ ବିପୁଳ ଭୋଟରେ ବିଜୟୀ କରାଇବା ପାଇଁ ଆହ୍ୱାନ ଦିଆଯାଇଛି। ଅନ୍ୟପକ୍ଷରେ କଂଗ୍ରେସ ପ୍ରାର୍ଥୀ ବିଭିନ୍ନ ଗ୍ରାମରେ ଘରକୁ ଘର ବୁଲି ଭୋଟ ମାଗୁଛନ୍ତି। କୋଭିଡ୍ ନିୟମ ପାଳନ କରି ସଭା କରାଯାଉଥିବା ଦଳଗୁଡ଼ିକ ଦାବି କରିଛନ୍ତି। ଭାଜପା ପ୍ରାର୍ଥୀ ମଧ୍ୟ ପଞ୍ଚାୟତ ସ୍ତରରେ ବୈଠକ କରି ଜନସମର୍ଥନ ଲୋଡ଼ୁଛନ୍ତି।	[144, 720, 274, 792]
yellow-dot	[469, 1492, 476, 1498]
anshan-byline: ନାଉଗାଁ, ୧୯।୧୦ (ବି.ନ୍ୟୁ.)	[300, 966, 373, 974]
rasta-body-col3: କେନ୍ଦ୍ରାପଡ଼ା ଜିଲା ରାଜନଗର ଓ ପ୍ରହରାଜପୁର ମଧ୍ୟରେ ନିର୍ମାଣ ହେଉଥିବା ରାସ୍ତା ଲୁଣା ଜୁଆର ପାଣିରେ ଭାଙ୍ଗିଯିବା ଆଶଙ୍କା ଦେଖାଦେଇଛି। ନିମ୍ନମାନର ପଙ୍କ ମାଟି ବ୍ୟବହାର କରି ରାସ୍ତା ନିର୍ମାଣ କରାଯାଉଥିବା ଅଞ୍ଚଳବାସୀ ଅଭିଯୋଗ କରିଛନ୍ତି। ନଦୀବନ୍ଧ ପାଖରେ ପଥର ପକାଯାଇଥିଲେ ମଧ୍ୟ ଏହା ସୁରକ୍ଷା ଦେଇପାରିବ ନାହିଁ ବୋଲି ଲୋକଙ୍କ ମତ। ପ୍ରତିବର୍ଷ ଜୁଆର ସମୟରେ ଲୁଣି ପାଣି ପଶି ଚାଷଜମି ଓ ଗ୍ରାମ ପ୍ଲାବିତ ହୁଏ। ଠିକାଦାର ନିୟମ ଉଲ୍ଲଂଘନ କରି କାମ କରୁଥିବା ସଂପୃକ୍ତ ବିଭାଗର ଅଧିକାରୀ ନୀରବ ଦର୍ଶକ ସାଜିଛନ୍ତି। ଉଚ୍ଚସ୍ତରୀୟ ତଦନ୍ତ ସହ ଗୁଣାତ୍ମକ ମାନର କାମ କରାଯିବା ପାଇଁ ଅଞ୍ଚଳବାସୀ ଦାବି କରିଛନ୍ତି। ଦାବି ପୂରଣ ନହେଲେ ଆନ୍ଦୋଳନ କରାଯିବ ବୋଲି ଚେତାବନୀ ଦିଆଯାଇଛି।	[674, 1318, 794, 1439]
logo-subtext: DHARITRI	[60, 39, 112, 46]
